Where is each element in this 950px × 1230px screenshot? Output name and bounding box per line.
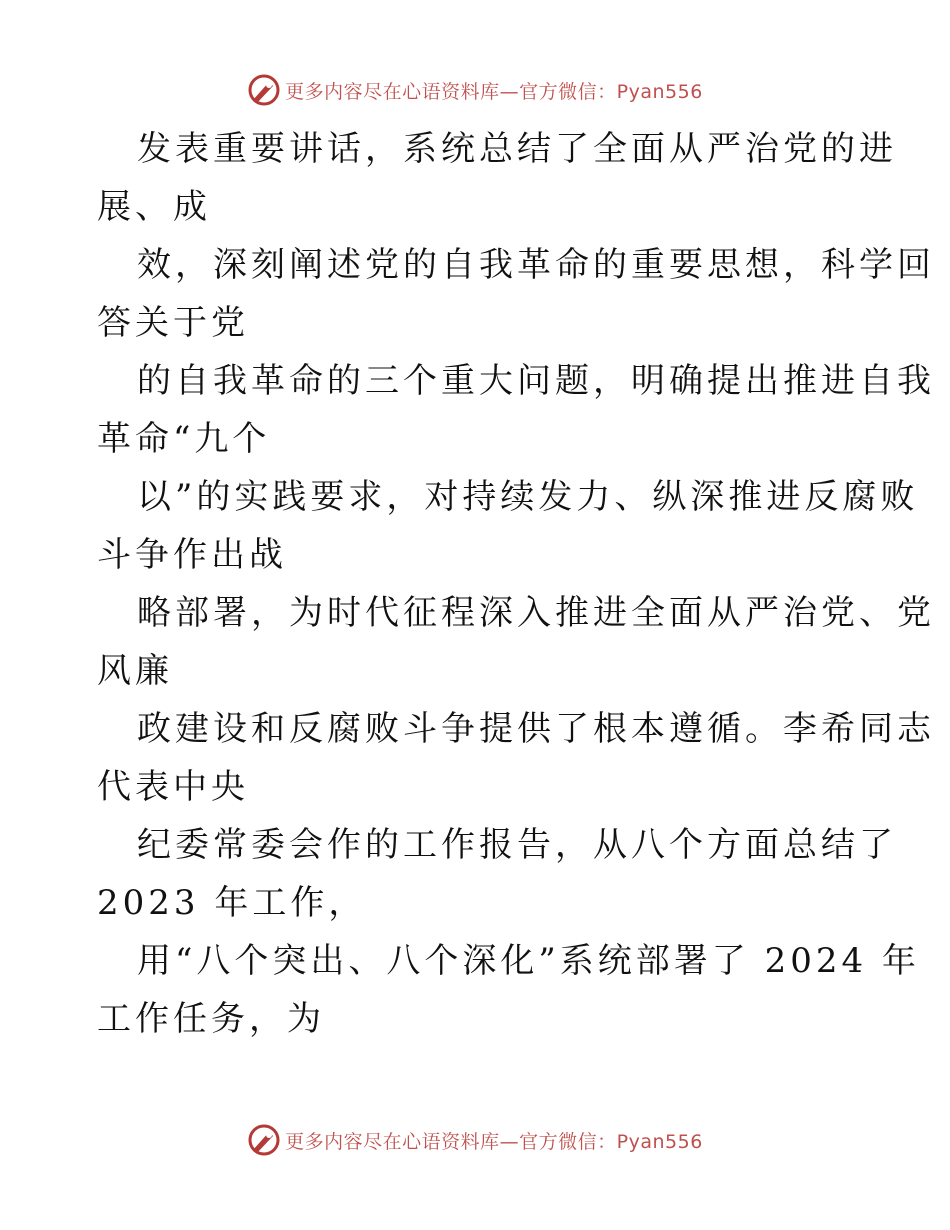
text-line: 以”的实践要求，对持续发力、纵深推进反腐败 <box>137 477 919 517</box>
footer-banner-text: 更多内容尽在心语资料库—官方微信：Pyan556 <box>285 1130 703 1153</box>
text-line: 的自我革命的三个重大问题，明确提出推进自我 <box>137 361 935 401</box>
text-line: 风廉 <box>97 651 173 691</box>
header-banner-text: 更多内容尽在心语资料库—官方微信：Pyan556 <box>285 80 703 103</box>
text-line: 政建设和反腐败斗争提供了根本遵循。李希同志 <box>137 709 935 749</box>
text-line: 答关于党 <box>97 303 249 343</box>
text-line: 发表重要讲话，系统总结了全面从严治党的进 <box>137 129 897 169</box>
text-line: 2023 年工作， <box>97 883 367 923</box>
document-body <box>97 120 935 1048</box>
text-line: 用“八个突出、八个深化”系统部署了 2024 年 <box>137 941 920 981</box>
text-line: 斗争作出战 <box>97 535 287 575</box>
text-line: 略部署，为时代征程深入推进全面从严治党、党 <box>137 593 935 633</box>
header-banner <box>0 70 950 110</box>
pen-circle-icon <box>247 73 281 107</box>
text-line: 代表中央 <box>97 767 249 807</box>
pen-circle-icon <box>247 1123 281 1157</box>
footer-banner <box>0 1120 950 1160</box>
text-line: 效，深刻阐述党的自我革命的重要思想，科学回 <box>137 245 935 285</box>
text-line: 工作任务，为 <box>97 999 325 1039</box>
text-line: 展、成 <box>97 187 211 227</box>
text-line: 纪委常委会作的工作报告，从八个方面总结了 <box>137 825 897 865</box>
text-line: 革命“九个 <box>97 419 271 459</box>
